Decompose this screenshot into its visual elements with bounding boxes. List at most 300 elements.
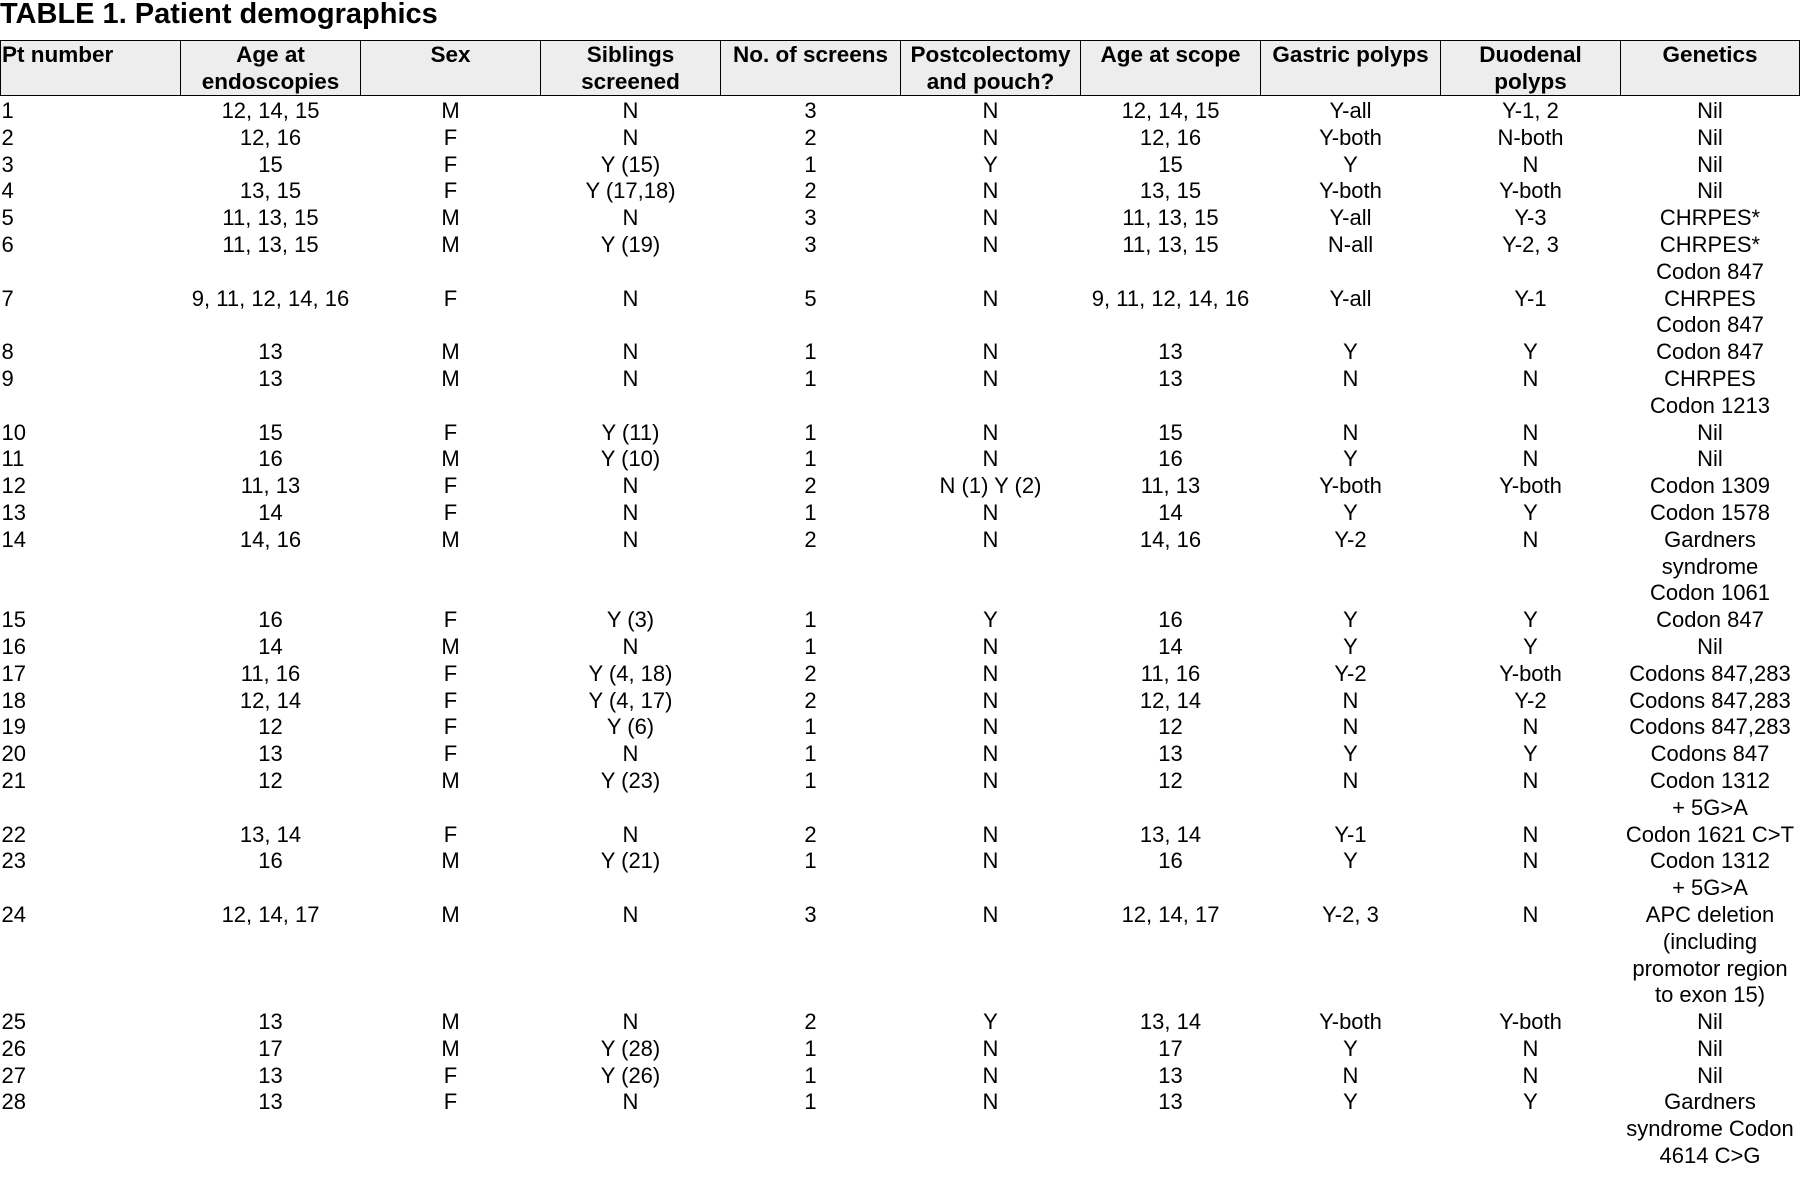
table-cell: N [982, 419, 999, 445]
table-cell: N [622, 124, 639, 150]
table-cell [1621, 607, 1800, 634]
table-cell: 13 [258, 1009, 283, 1035]
table-cell: F [443, 741, 458, 767]
table-cell: F [443, 1062, 458, 1088]
table-cell: 15 [1, 607, 26, 633]
table-cell: Y-1 [1334, 821, 1367, 847]
table-cell: F [443, 419, 458, 445]
table-cell: 13, 14 [239, 821, 302, 847]
table-cell: Y (21) [600, 848, 661, 874]
table-cell: Y-2 [1334, 660, 1367, 686]
table-cell: Y [983, 1009, 998, 1035]
table-cell [1621, 902, 1800, 1009]
table-cell: 1 [804, 339, 817, 365]
column-header [1261, 41, 1441, 96]
table-cell [1621, 1063, 1800, 1090]
table-cell: N [1522, 714, 1539, 740]
table-row [1, 286, 1800, 340]
table-cell: 13, 15 [1139, 178, 1202, 204]
column-header-line: and pouch? [926, 69, 1055, 94]
table-row [1, 688, 1800, 715]
table-cell-line: Codons 847 [1650, 741, 1770, 767]
table-cell: N (1) Y (2) [939, 473, 1042, 499]
table-cell: F [443, 660, 458, 686]
table-cell: 14, 16 [239, 526, 302, 552]
table-cell: N [982, 687, 999, 713]
table-cell: Y (3) [606, 607, 655, 633]
table-cell: Y-all [1329, 98, 1372, 123]
table-cell-line: Codon 1621 C>T [1625, 821, 1795, 847]
table-cell: Y-both [1319, 1009, 1382, 1035]
table-row [1, 822, 1800, 849]
table-cell: 6 [1, 231, 14, 257]
table-cell: 12, 16 [1139, 124, 1202, 150]
table-cell: N [622, 633, 639, 659]
table-row [1, 178, 1800, 205]
table-cell: 1 [804, 1035, 817, 1061]
table-cell: 14 [1, 526, 26, 552]
table-cell: N [982, 339, 999, 365]
table-cell: N [982, 365, 999, 391]
table-cell: 16 [1158, 848, 1183, 874]
table-cell: N [1522, 1035, 1539, 1061]
table-cell [1621, 232, 1800, 286]
table-cell: F [443, 124, 458, 150]
table-cell: Y [1343, 741, 1358, 767]
table-cell: 9 [1, 365, 14, 391]
table-cell: N [982, 205, 999, 231]
table-cell-line: Nil [1697, 419, 1723, 445]
table-cell-line: Gardners [1664, 1089, 1756, 1115]
header-row [1, 41, 1800, 96]
table-cell: 13 [1158, 741, 1183, 767]
table-cell-line: Codon 847 [1656, 312, 1764, 338]
table-cell: Y-2 [1514, 687, 1547, 713]
table-cell: Y (19) [600, 231, 661, 257]
table-cell [1621, 1089, 1800, 1169]
table-cell: N [622, 339, 639, 365]
table-cell: 12, 14, 17 [221, 901, 320, 927]
table-cell: N [622, 98, 639, 123]
table-cell: 18 [1, 687, 26, 713]
column-header [541, 41, 721, 96]
column-header [1081, 41, 1261, 96]
table-cell: 14 [258, 499, 283, 525]
table-cell: 19 [1, 714, 26, 740]
table-cell: Y [1523, 741, 1538, 767]
table-cell: 1 [804, 741, 817, 767]
column-header-line: Siblings [586, 42, 675, 67]
table-cell: 12, 14 [239, 687, 302, 713]
table-cell: 10 [1, 419, 26, 445]
table-cell-line: syndrome Codon [1626, 1116, 1794, 1142]
table-cell [1621, 768, 1800, 822]
table-row [1, 714, 1800, 741]
table-cell: M [441, 98, 460, 123]
table-cell: N [982, 1062, 999, 1088]
table-cell: 16 [258, 446, 283, 472]
table-cell: 13 [1, 499, 26, 525]
table-cell-line: Codons 847,283 [1629, 687, 1791, 713]
table-row [1, 366, 1800, 420]
table-row [1, 661, 1800, 688]
table-row [1, 420, 1800, 447]
table-cell: M [441, 1035, 460, 1061]
table-cell: N [982, 124, 999, 150]
table-cell: 17 [1, 660, 26, 686]
table-cell: 9, 11, 12, 14, 16 [1091, 285, 1250, 311]
table-cell: 20 [1, 741, 26, 767]
table-cell: N [1522, 151, 1539, 177]
table-cell: N [1342, 714, 1359, 740]
table-cell-line: promotor region [1632, 955, 1788, 981]
column-header-line: Gastric polyps [1272, 42, 1429, 67]
table-cell: 12, 14, 15 [1121, 98, 1220, 123]
table-cell: Y [983, 607, 998, 633]
table-cell: N [622, 285, 639, 311]
table-cell: 5 [1, 205, 14, 231]
table-row [1, 232, 1800, 286]
table-cell: 13 [1158, 1062, 1183, 1088]
table-cell: 13, 15 [239, 178, 302, 204]
table-cell: N [982, 98, 999, 123]
table-cell: 3 [1, 151, 14, 177]
table-cell: 1 [804, 633, 817, 659]
table-cell: M [441, 205, 460, 231]
table-cell: 24 [1, 901, 26, 927]
column-header-line: Age at scope [1100, 42, 1241, 67]
table-cell: 13 [258, 741, 283, 767]
table-cell: N [1342, 419, 1359, 445]
table-cell: 15 [1158, 419, 1183, 445]
table-row [1, 152, 1800, 179]
table-cell: 11, 13, 15 [1122, 231, 1219, 257]
table-cell [1621, 446, 1800, 473]
table-cell [1621, 527, 1800, 607]
table-cell: F [443, 1089, 458, 1115]
table-cell [1621, 339, 1800, 366]
table-row [1, 473, 1800, 500]
table-cell: 28 [1, 1089, 26, 1115]
column-header [901, 41, 1081, 96]
table-cell: 22 [1, 821, 26, 847]
table-row [1, 1063, 1800, 1090]
table-cell: Y-1, 2 [1502, 98, 1559, 123]
table-cell [1621, 500, 1800, 527]
table-cell [1621, 205, 1800, 232]
table-cell: N [982, 848, 999, 874]
table-cell-line: APC deletion [1645, 901, 1775, 927]
table-cell: 1 [804, 607, 817, 633]
column-header-line: Postcolectomy [910, 42, 1071, 67]
table-cell: 11, 16 [1140, 660, 1201, 686]
table-cell-line: Nil [1697, 1062, 1723, 1088]
table-row [1, 741, 1800, 768]
table-cell: N [982, 741, 999, 767]
table-cell: 2 [804, 821, 817, 847]
table-cell: F [443, 499, 458, 525]
column-header [181, 41, 361, 96]
table-cell: Y [1523, 1089, 1538, 1115]
table-row [1, 1009, 1800, 1036]
table-cell: 14 [1158, 499, 1183, 525]
column-header [361, 41, 541, 96]
column-header-line: screened [581, 69, 680, 94]
table-cell: Y-both [1319, 473, 1382, 499]
table-cell: 26 [1, 1035, 26, 1061]
table-cell [1621, 152, 1800, 179]
table-cell: 11, 16 [240, 660, 301, 686]
table-cell: 14 [1158, 633, 1183, 659]
table-cell: M [441, 633, 460, 659]
table-cell: 1 [804, 848, 817, 874]
table-row [1, 607, 1800, 634]
table-cell: M [441, 901, 460, 927]
table-cell: Y [1343, 339, 1358, 365]
table-cell: Y-both [1499, 178, 1562, 204]
table-row [1, 205, 1800, 232]
table-cell: Y-both [1319, 124, 1382, 150]
table-cell-line: Codon 1213 [1650, 392, 1770, 418]
table-cell: N [622, 1089, 639, 1115]
table-cell: N [982, 499, 999, 525]
table-cell-line: Nil [1697, 1009, 1723, 1035]
table-cell: Y [983, 151, 998, 177]
table-cell: 1 [804, 446, 817, 472]
table-cell-line: Nil [1697, 151, 1723, 177]
table-cell: 1 [804, 151, 817, 177]
table-cell: N [1342, 365, 1359, 391]
table-cell: Y (11) [601, 419, 660, 445]
table-cell: 12 [258, 767, 283, 793]
table-cell: N [982, 178, 999, 204]
table-cell: N [982, 231, 999, 257]
table-cell-line: to exon 15) [1654, 982, 1766, 1008]
table-cell: 16 [1158, 446, 1183, 472]
table-cell: Y [1343, 633, 1358, 659]
table-row [1, 1036, 1800, 1063]
table-cell [1621, 661, 1800, 688]
table-cell: 15 [258, 151, 283, 177]
table-cell-line: Codons 847,283 [1629, 714, 1791, 740]
table-cell: 11, 13 [240, 473, 301, 499]
table-cell: 13 [258, 1089, 283, 1115]
table-row [1, 339, 1800, 366]
table-cell-line: Codon 847 [1656, 607, 1764, 633]
table-cell: 4 [1, 178, 14, 204]
table-cell-line: + 5G>A [1672, 794, 1748, 820]
table-cell-line: Nil [1697, 446, 1723, 472]
table-cell-line: Codon 1061 [1650, 580, 1770, 606]
table-cell: M [441, 848, 460, 874]
table-cell: Y-all [1329, 285, 1372, 311]
table-cell: 2 [804, 473, 817, 499]
table-cell: N [982, 901, 999, 927]
table-cell-line: + 5G>A [1672, 875, 1748, 901]
table-cell: 15 [258, 419, 283, 445]
table-cell: N-both [1497, 124, 1564, 150]
table-cell: 1 [804, 499, 817, 525]
table-cell: N [982, 821, 999, 847]
table-cell: 12 [1158, 767, 1183, 793]
table-cell: N [1522, 365, 1539, 391]
table-cell: N [982, 660, 999, 686]
table-cell: 3 [804, 901, 817, 927]
table-cell: N [622, 901, 639, 927]
table-cell: F [443, 714, 458, 740]
table-cell: 8 [1, 339, 14, 365]
table-cell: N [982, 1089, 999, 1115]
table-cell: N [622, 499, 639, 525]
table-cell: Y [1343, 848, 1358, 874]
table-cell: 13 [258, 1062, 283, 1088]
table-cell: 13 [258, 339, 283, 365]
table-cell-line: CHRPES [1664, 285, 1756, 311]
table-cell: 1 [804, 365, 817, 391]
table-cell: 12, 16 [239, 124, 302, 150]
table-cell: 2 [804, 526, 817, 552]
table-cell: 17 [258, 1035, 283, 1061]
table-cell: 17 [1158, 1035, 1183, 1061]
table-row [1, 446, 1800, 473]
table-cell: N [982, 1035, 999, 1061]
table-row [1, 1089, 1800, 1169]
table-cell: N [982, 285, 999, 311]
table-cell: 2 [804, 178, 817, 204]
table-cell: Y (26) [600, 1062, 661, 1088]
table-cell: 11, 13, 15 [222, 231, 319, 257]
table-cell: 13, 14 [1139, 821, 1202, 847]
table-cell: 13 [1158, 365, 1183, 391]
table-cell: Y [1343, 446, 1358, 472]
table-cell: N [982, 446, 999, 472]
table-cell: Y [1343, 1089, 1358, 1115]
table-cell: 15 [1158, 151, 1183, 177]
table-cell: N [1522, 821, 1539, 847]
table-cell: Y [1523, 607, 1538, 633]
table-cell: 23 [1, 848, 26, 874]
table-cell: 3 [804, 205, 817, 231]
table-cell-line: syndrome [1661, 553, 1759, 579]
table-row [1, 768, 1800, 822]
table-cell: 13, 14 [1139, 1009, 1202, 1035]
table-cell: N [1342, 767, 1359, 793]
table-cell: N [982, 714, 999, 740]
table-cell: N [622, 741, 639, 767]
table-cell-line: Codon 1312 [1650, 767, 1770, 793]
table-cell: 1 [804, 1062, 817, 1088]
table-cell: Y-all [1329, 205, 1372, 231]
table-cell: 9, 11, 12, 14, 16 [191, 285, 350, 311]
table-cell [1621, 1036, 1800, 1063]
table-cell: N [1522, 446, 1539, 472]
column-header [721, 41, 901, 96]
table-row [1, 848, 1800, 902]
table-cell [1621, 473, 1800, 500]
table-cell-line: Codons 847,283 [1629, 660, 1791, 686]
table-cell: 3 [804, 231, 817, 257]
table-cell: 12, 14 [1139, 687, 1202, 713]
table-cell [1621, 178, 1800, 205]
table-cell: M [441, 365, 460, 391]
table-cell: N [982, 633, 999, 659]
table-cell: Y-both [1499, 660, 1562, 686]
table-cell: 11, 13 [1140, 473, 1201, 499]
table-cell: N [982, 767, 999, 793]
table-cell: Y (6) [606, 714, 655, 740]
table-cell: F [443, 473, 458, 499]
table-cell: 1 [804, 419, 817, 445]
table-cell: 2 [1, 124, 14, 150]
table-cell-line: Codon 1309 [1650, 473, 1770, 499]
table-cell: Y (23) [600, 767, 661, 793]
table-cell-line: CHRPES* [1659, 205, 1761, 231]
table-cell: N [622, 821, 639, 847]
table-cell-line: Nil [1697, 1035, 1723, 1061]
table-cell: N [1522, 419, 1539, 445]
table-cell: Y-2 [1334, 526, 1367, 552]
table-cell [1621, 714, 1800, 741]
table-cell: N [622, 1009, 639, 1035]
table-cell: N [1342, 687, 1359, 713]
table-cell-line: (including [1662, 928, 1758, 954]
table-cell [1621, 366, 1800, 420]
table-cell: Y [1523, 339, 1538, 365]
table-title: TABLE 1. Patient demographics [0, 0, 438, 30]
table-cell: 2 [804, 124, 817, 150]
table-cell-line: Nil [1697, 98, 1723, 123]
table-cell: Y (4, 17) [588, 687, 673, 713]
table-cell: M [441, 231, 460, 257]
table-cell: N [982, 526, 999, 552]
column-header-line: No. of screens [732, 42, 889, 67]
table-cell: N [1522, 526, 1539, 552]
table-cell: 12 [1, 473, 26, 499]
table-cell: Y [1523, 499, 1538, 525]
table-cell: 3 [804, 98, 817, 123]
table-cell: Y [1343, 499, 1358, 525]
table-row [1, 125, 1800, 152]
table-cell: N [622, 473, 639, 499]
table-cell: 1 [804, 1089, 817, 1115]
table-cell-line: Codon 1578 [1650, 499, 1770, 525]
table-cell: Y [1523, 633, 1538, 659]
table-cell: 14, 16 [1139, 526, 1202, 552]
column-header-line: polyps [1494, 69, 1567, 94]
table-cell: 2 [804, 1009, 817, 1035]
table-cell [1621, 822, 1800, 849]
table-cell: Y (10) [600, 446, 661, 472]
table-cell: Y [1343, 1035, 1358, 1061]
table-cell: M [441, 526, 460, 552]
table-cell: 14 [258, 633, 283, 659]
table-cell-line: Codon 847 [1656, 258, 1764, 284]
table-cell: N [622, 205, 639, 231]
table-cell: M [441, 446, 460, 472]
column-header-line: Age at [236, 42, 305, 67]
table-cell: F [443, 687, 458, 713]
table-cell: N [1522, 767, 1539, 793]
table-cell: 12 [258, 714, 283, 740]
column-header-line: endoscopies [201, 69, 340, 94]
table-cell [1621, 420, 1800, 447]
patient-demographics-table [0, 40, 1800, 1170]
table-cell-line: Codon 1312 [1650, 848, 1770, 874]
table-row [1, 634, 1800, 661]
table-cell [1621, 1009, 1800, 1036]
table-cell: 25 [1, 1009, 26, 1035]
table-cell: Y (4, 18) [588, 660, 673, 686]
